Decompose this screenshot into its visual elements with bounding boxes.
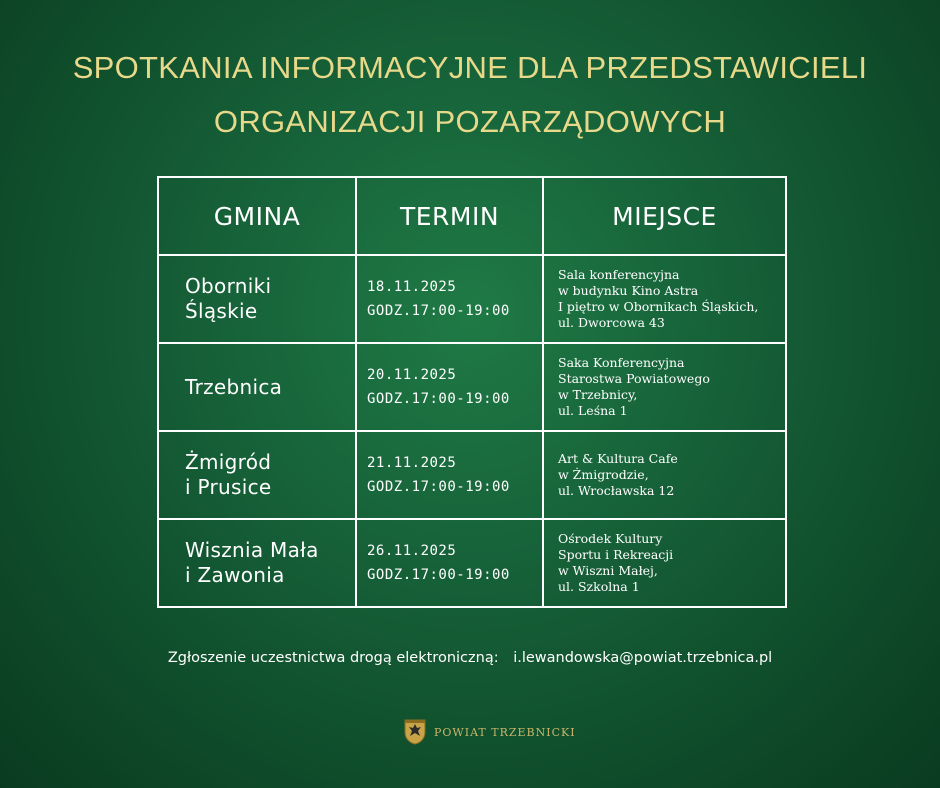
cell-miejsce [543,343,786,431]
table-row [158,343,786,431]
place-line: w budynku Kino Astra [558,283,699,298]
page-title-line-1: SPOTKANIA INFORMACYJNE DLA PRZEDSTAWICIELI [72,50,868,85]
logo-text: POWIAT TRZEBNICKI [434,725,576,739]
place-line: Starostwa Powiatowego [558,371,710,386]
table-row [158,519,786,607]
registration-email-link[interactable]: i.lewandowska@powiat.trzebnica.pl [513,650,773,666]
cell-termin [356,431,543,519]
table-header-row [158,177,786,255]
date-text: 21.11.2025 [367,455,457,471]
header-gmina: GMINA [158,177,356,255]
place-line: ul. Leśna 1 [558,403,628,418]
place-line: Saka Konferencyjna [558,355,685,370]
cell-miejsce [543,431,786,519]
registration-label: Zgłoszenie uczestnictwa drogą elektroniczną: [167,650,499,666]
hours-text: GODZ.17:00-19:00 [367,303,510,319]
place-line: w Trzebnicy, [558,387,638,402]
table-row [158,431,786,519]
gmina-line: Oborniki [185,274,272,298]
cell-termin [356,343,543,431]
date-text: 20.11.2025 [367,367,457,383]
header-miejsce: MIEJSCE [543,177,786,255]
date-text: 18.11.2025 [367,279,457,295]
cell-gmina [158,431,356,519]
header-termin: TERMIN [356,177,543,255]
cell-gmina [158,343,356,431]
place-line: ul. Dworcowa 43 [558,315,665,330]
hours-text: GODZ.17:00-19:00 [367,479,510,495]
hours-text: GODZ.17:00-19:00 [367,567,510,583]
gmina-line: Wisznia Mała [185,538,319,562]
page-title-line-2: ORGANIZACJI POZARZĄDOWYCH [213,104,727,139]
place-line: Ośrodek Kultury [558,531,663,546]
schedule-table [157,176,787,608]
cell-termin [356,255,543,343]
table-row [158,255,786,343]
place-line: Sala konferencyjna [558,267,680,282]
place-line: w Żmigrodzie, [558,467,649,482]
place-line: Sportu i Rekreacji [558,547,674,562]
gmina-line: i Zawonia [185,563,285,587]
place-line: ul. Szkolna 1 [558,579,640,594]
place-line: I piętro w Obornikach Śląskich, [558,299,759,314]
cell-termin [356,519,543,607]
hours-text: GODZ.17:00-19:00 [367,391,510,407]
powiat-logo [404,718,576,746]
cell-gmina [158,519,356,607]
place-line: w Wiszni Małej, [558,563,658,578]
date-text: 26.11.2025 [367,543,457,559]
cell-miejsce [543,519,786,607]
gmina-line: Śląskie [185,299,258,323]
gmina-line: Trzebnica [185,374,283,399]
coat-of-arms-icon [404,719,426,745]
place-line: Art & Kultura Cafe [558,451,678,466]
gmina-line: Żmigród [185,450,272,474]
cell-miejsce [543,255,786,343]
registration-note [0,650,940,666]
cell-gmina [158,255,356,343]
gmina-line: i Prusice [185,475,272,499]
place-line: ul. Wrocławska 12 [558,483,675,498]
